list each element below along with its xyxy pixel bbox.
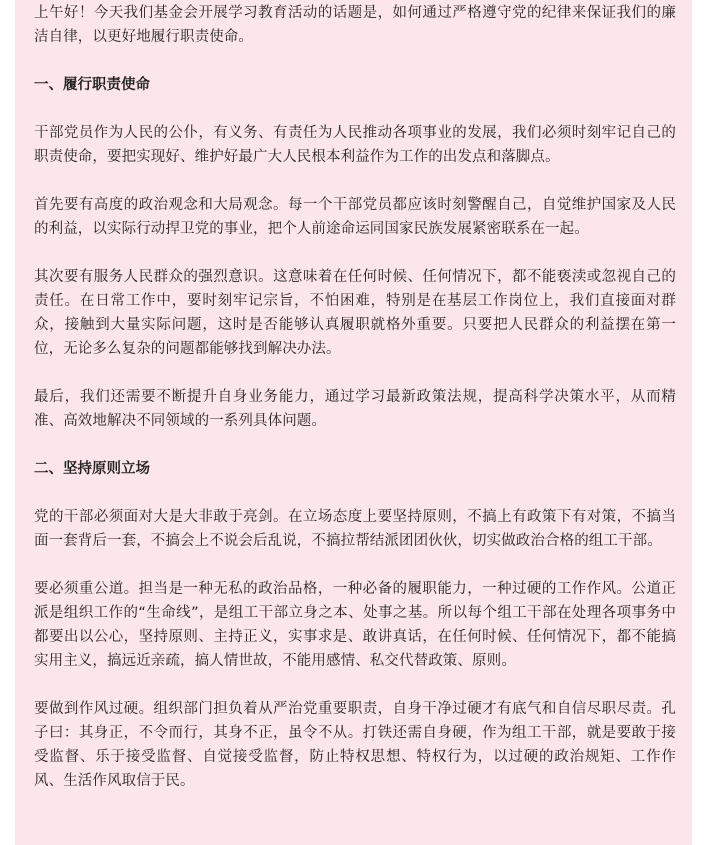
paragraph: 最后，我们还需要不断提升自身业务能力，通过学习最新政策法规，提高科学决策水平，从而精准、高效地解决不同领域的一系列具体问题。 [34,389,676,429]
spacer [34,433,676,457]
spacer [34,169,676,193]
spacer [34,49,676,73]
spacer [34,361,676,385]
paragraph: 党的干部必须面对大是大非敢于亮剑。在立场态度上要坚持原则，不搞上有政策下有对策，不搞当面一套背后一套，不搞会上不说会后乱说，不搞拉帮结派团团伙伙，切实做政治合格的组工干部。 [34,509,676,549]
spacer [34,553,676,577]
spacer [34,97,676,121]
paragraph: 要做到作风过硬。组织部门担负着从严治党重要职责，自身干净过硬才有底气和自信尽职尽责。孔子曰：其身正，不令而行，其身不正，虽令不从。打铁还需自身硬，作为组工干部，就是要敢于接受监督、乐于接受监督、自觉接受监督，防止特权思想、特权行为，以过硬的政治规矩、工作作风、生活作风取信于民。 [34,701,676,789]
section-heading-principle: 二、坚持原则立场 [34,461,150,477]
paragraph: 干部党员作为人民的公仆，有义务、有责任为人民推动各项事业的发展，我们必须时刻牢记自己的职责使命，要把实现好、维护好最广大人民根本利益作为工作的出发点和落脚点。 [34,125,676,165]
paragraph: 首先要有高度的政治观念和大局观念。每一个干部党员都应该时刻警醒自己，自觉维护国家及人民的利益，以实际行动捍卫党的事业，把个人前途命运同国家民族发展紧密联系在一起。 [34,197,676,237]
document-page [15,0,692,845]
intro-paragraph: 上午好！今天我们基金会开展学习教育活动的话题是，如何通过严格遵守党的纪律来保证我们的廉洁自律，以更好地履行职责使命。 [34,5,676,45]
spacer [34,673,676,697]
spacer [34,241,676,265]
spacer [34,481,676,505]
section-heading-duty: 一、履行职责使命 [34,77,150,93]
paragraph: 要必须重公道。担当是一种无私的政治品格，一种必备的履职能力，一种过硬的工作作风。公道正派是组织工作的“生命线”，是组工干部立身之本、处事之基。所以每个组工干部在处理各项事务中都要出以公心，坚持原则、主持正义，实事求是、敢讲真话，在任何时候、任何情况下，都不能搞实用主义，搞远近亲疏，搞人情世故，不能用感情、私交代替政策、原则。 [34,581,676,669]
paragraph: 其次要有服务人民群众的强烈意识。这意味着在任何时候、任何情况下，都不能亵渎或忽视自己的责任。在日常工作中，要时刻牢记宗旨，不怕困难，特别是在基层工作岗位上，我们直接面对群众，接触到大量实际问题，这时是否能够认真履职就格外重要。只要把人民群众的利益摆在第一位，无论多么复杂的问题都能够找到解决办法。 [34,269,676,357]
